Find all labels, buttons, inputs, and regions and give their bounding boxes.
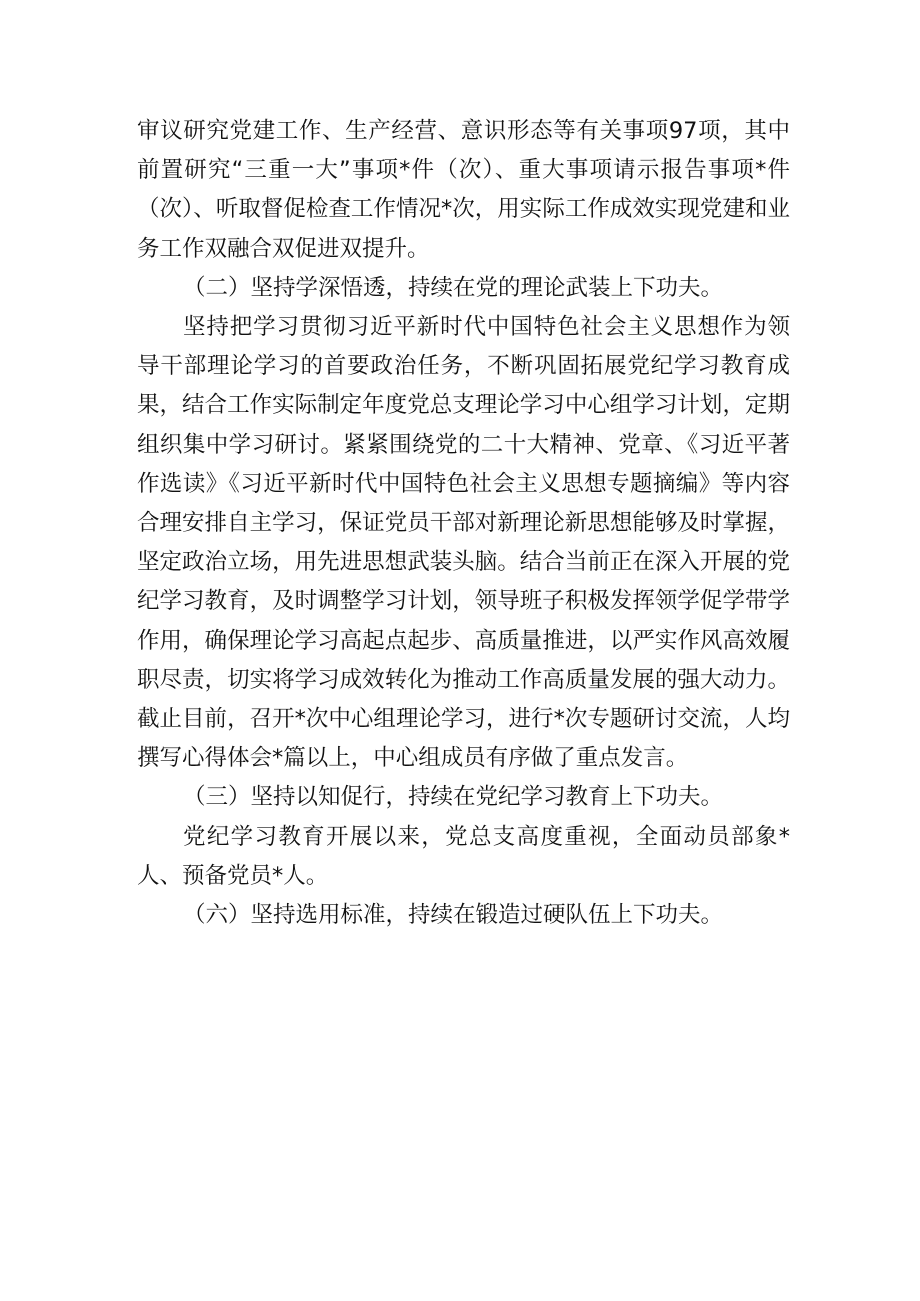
- section-heading-3: （三）坚持以知促行，持续在党纪学习教育上下功夫。: [183, 784, 724, 811]
- paragraph-discipline-education: 党纪学习教育开展以来，党总支高度重视，全面动员部象*人、预备党员*人。: [137, 823, 790, 889]
- section-heading-2: （二）坚持学深悟透，持续在党的理论武装上下功夫。: [183, 274, 724, 301]
- section-heading-6: （六）坚持选用标准，持续在锻造过硬队伍上下功夫。: [183, 902, 724, 929]
- paragraph-continuation: 审议研究党建工作、生产经营、意识形态等有关事项97项，其中前置研究“三重一大”事项*件（次）、重大事项请示报告事项*件（次）、听取督促检查工作情况*次，用实际工作成效实现党建和业务工作双融合双促进双提升。: [137, 118, 790, 262]
- paragraph-theory-study: 坚持把学习贯彻习近平新时代中国特色社会主义思想作为领导干部理论学习的首要政治任务，不断巩固拓展党纪学习教育成果，结合工作实际制定年度党总支理论学习中心组学习计划，定期组织集中学习研讨。紧紧围绕党的二十大精神、党章、《习近平著作选读》《习近平新时代中国特色社会主义思想专题摘编》等内容合理安排自主学习，保证党员干部对新理论新思想能够及时掌握，坚定政治立场，用先进思想武装头脑。结合当前正在深入开展的党纪学习教育，及时调整学习计划，领导班子积极发挥领学促学带学作用，确保理论学习高起点起步、高质量推进，以严实作风高效履职尽责，切实将学习成效转化为推动工作高质量发展的强大动力。截止目前，召开*次中心组理论学习，进行*次专题研讨交流，人均撰写心得体会*篇以上，中心组成员有序做了重点发言。: [137, 314, 790, 772]
